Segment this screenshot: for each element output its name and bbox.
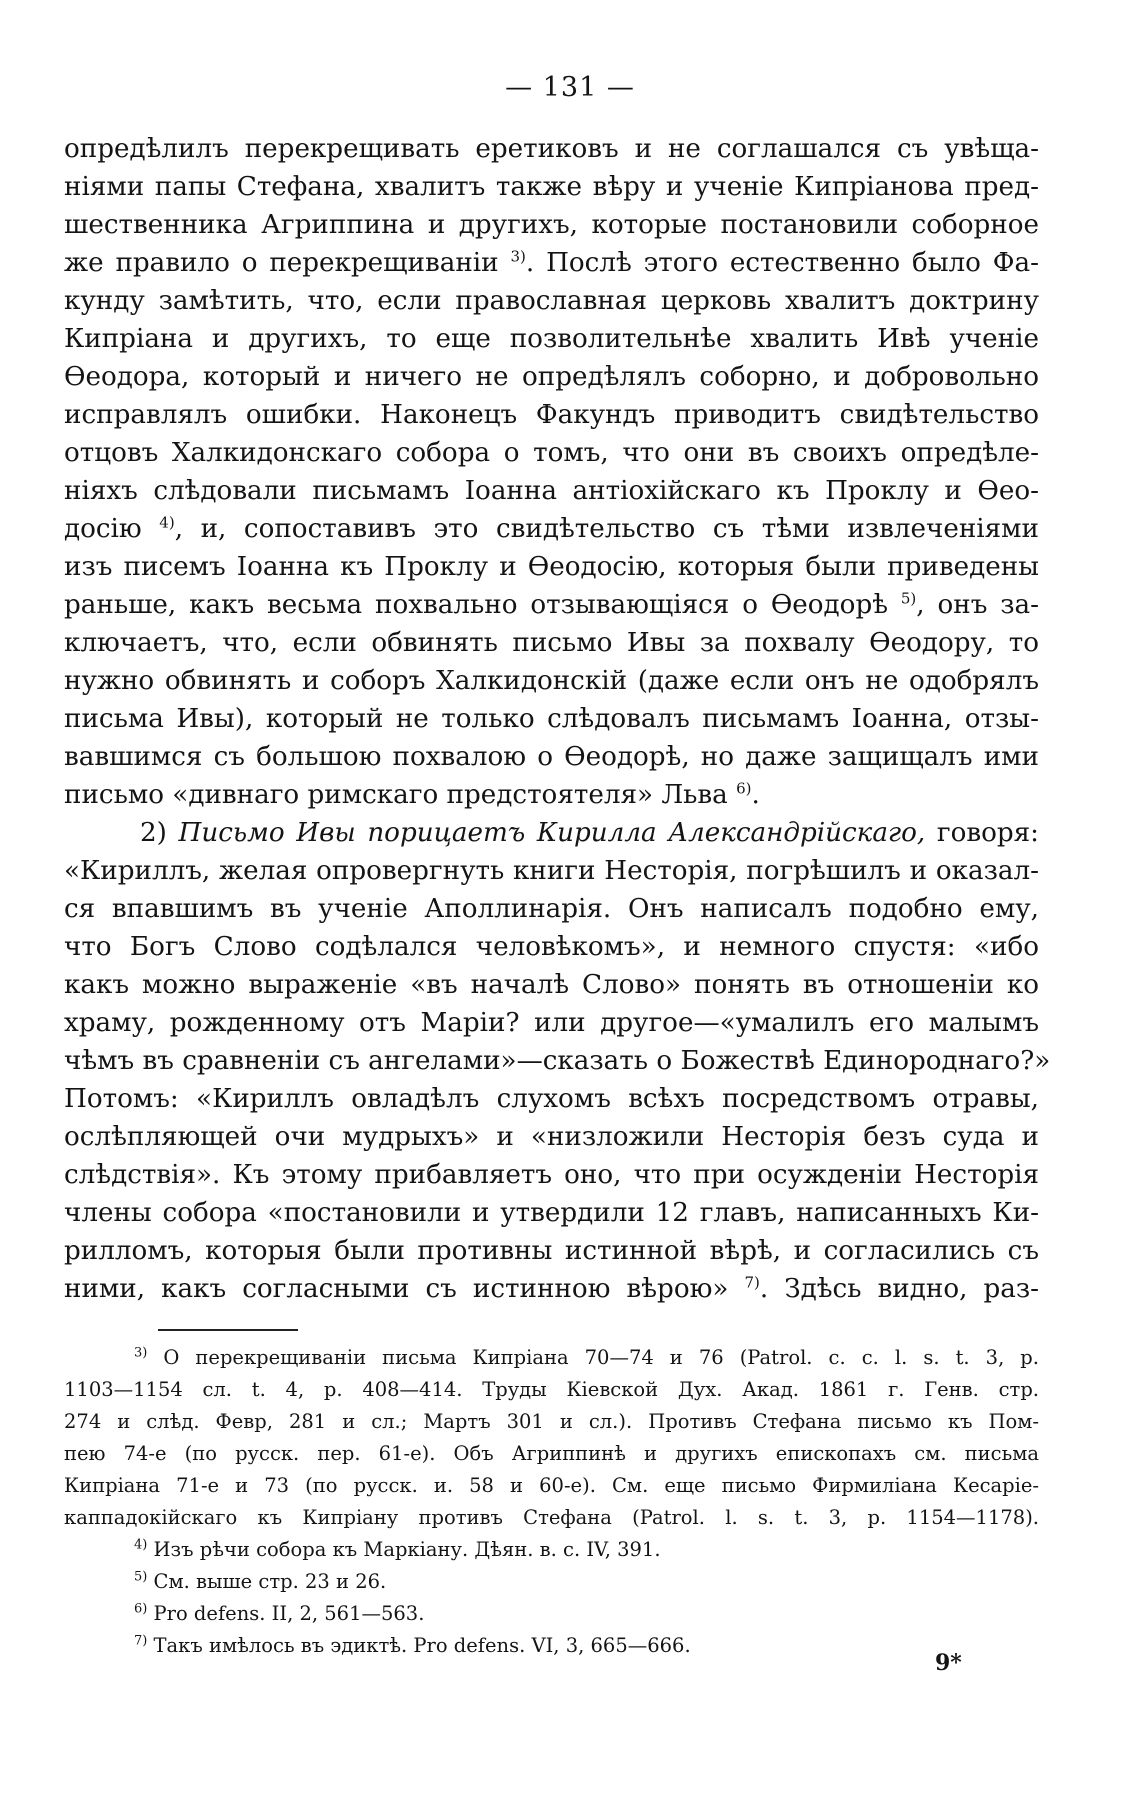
paragraph-number: 2) [140, 818, 167, 848]
footnotes [64, 1342, 1039, 1662]
footnote-line [64, 1630, 1039, 1662]
text-fragment: См. выше стр. 23 и 26. [147, 1570, 387, 1593]
text-fragment: , и, сопоставивъ это свидѣтельство съ тѣми извлеченіями [174, 514, 1039, 544]
text-fragment: Такъ имѣлось въ эдиктѣ. Pro defens. VI, 3, 665—666. [147, 1634, 691, 1657]
footnote-number: 5) [134, 1569, 148, 1585]
text-line [64, 510, 1039, 548]
footnote-ref: 4) [159, 513, 175, 532]
text-fragment: , онъ за- [916, 590, 1039, 620]
footnote-line: 274 и слѣд. Февр, 281 и сл.; Мартъ 301 и сл.). Противъ Стефана письмо къ Пом- [64, 1410, 1039, 1433]
footnote-ref: 3) [510, 247, 526, 266]
text-line: «Кириллъ, желая опровергнуть книги Несторія, погрѣшилъ и оказал- [64, 856, 1039, 886]
text-fragment: Изъ рѣчи собора къ Маркіану. Дѣян. в. с. IV, 391. [147, 1538, 661, 1561]
footnote-number: 3) [134, 1345, 148, 1361]
footnote-line: каппадокійскаго къ Кипріану противъ Стефана (Patrol. l. s. t. 3, p. 1154—1178). [64, 1506, 1039, 1529]
text-line: слѣдствія». Къ этому прибавляетъ оно, что при осужденіи Несторія [64, 1160, 1039, 1190]
text-line: ослѣпляющей очи мудрыхъ» и «низложили Несторія безъ суда и [64, 1122, 1039, 1152]
text-fragment: письмо «дивнаго римскаго предстоятеля» Льва [64, 780, 728, 810]
text-line: исправлялъ ошибки. Наконецъ Факундъ приводитъ свидѣтельство [64, 400, 1039, 430]
text-line: ніями папы Стефана, хвалитъ также вѣру и ученіе Кипріанова пред- [64, 172, 1039, 202]
footnote-line: Кипріана 71-е и 73 (по русск. и. 58 и 60-е). См. еще письмо Фирмиліана Кесаріе- [64, 1474, 1039, 1497]
text-line: рилломъ, которыя были противны истинной вѣрѣ, и согласились съ [64, 1236, 1039, 1266]
text-line: ніяхъ слѣдовали письмамъ Іоанна антіохійскаго къ Проклу и Ѳео- [64, 476, 1039, 506]
text-line [64, 814, 1039, 852]
footnote-ref: 7) [744, 1273, 760, 1292]
text-line: шественника Агриппина и другихъ, которые постановили соборное [64, 210, 1039, 240]
text-fragment: О перекрещиваніи письма Кипріана 70—74 и 76 (Patrol. c. c. l. s. t. 3, p. [147, 1346, 1039, 1369]
footnote-line [64, 1534, 1039, 1566]
footnote-divider [158, 1329, 298, 1331]
text-line: ся впавшимъ въ ученіе Аполлинарія. Онъ написалъ подобно ему, [64, 894, 1039, 924]
printer-signature: 9* [935, 1650, 962, 1676]
text-line: письма Ивы), который не только слѣдовалъ письмамъ Іоанна, отзы- [64, 704, 1039, 734]
footnote-line [64, 1566, 1039, 1598]
footnote-number: 6) [134, 1601, 148, 1617]
text-line: Кипріана и другихъ, то еще позволительнѣе хвалить Ивѣ ученіе [64, 324, 1039, 354]
text-line: изъ писемъ Іоанна къ Проклу и Ѳеодосію, которыя были приведены [64, 552, 1039, 582]
text-fragment: досію [64, 514, 142, 544]
text-line: чѣмъ въ сравненіи съ ангелами»—сказать о Божествѣ Единороднаго?» [64, 1046, 1051, 1076]
text-line: кунду замѣтить, что, если православная церковь хвалитъ доктрину [64, 286, 1039, 316]
text-line [64, 1270, 1039, 1308]
text-line: что Богъ Слово содѣлался человѣкомъ», и немного спустя: «ибо [64, 932, 1039, 962]
footnote-number: 7) [134, 1633, 148, 1649]
text-fragment: . [751, 780, 760, 810]
italic-heading: Письмо Ивы порицаетъ Кирилла Александрійскаго, [178, 818, 926, 848]
text-fragment: . Здѣсь видно, раз- [759, 1274, 1040, 1304]
footnote-ref: 6) [736, 779, 752, 798]
text-line: Ѳеодора, который и ничего не опредѣлялъ соборно, и добровольно [64, 362, 1039, 392]
text-line: опредѣлилъ перекрещивать еретиковъ и не соглашался съ увѣща- [64, 134, 1039, 164]
text-line [64, 244, 1039, 282]
text-fragment: ними, какъ согласными съ истинною вѣрою» [64, 1274, 729, 1304]
page-number-header: — 131 — [505, 72, 635, 103]
text-fragment: Pro defens. II, 2, 561—563. [147, 1602, 425, 1625]
footnote-line: 1103—1154 сл. t. 4, p. 408—414. Труды Кіевской Дух. Акад. 1861 г. Генв. стр. [64, 1378, 1039, 1401]
text-line: Потомъ: «Кириллъ овладѣлъ слухомъ всѣхъ посредствомъ отравы, [64, 1084, 1039, 1114]
footnote-line [64, 1342, 1039, 1374]
text-line: вавшимся съ большою похвалою о Ѳеодорѣ, но даже защищалъ ими [64, 742, 1039, 772]
text-line: отцовъ Халкидонскаго собора о томъ, что они въ своихъ опредѣле- [64, 438, 1039, 468]
footnote-line: пею 74-е (по русск. пер. 61-е). Объ Агриппинѣ и другихъ епископахъ см. письма [64, 1442, 1039, 1465]
text-line [64, 586, 1039, 624]
text-fragment: . Послѣ этого естественно было Фа- [525, 248, 1039, 278]
text-fragment: раньше, какъ весьма похвально отзывающіяся о Ѳеодорѣ [64, 590, 889, 620]
text-line: нужно обвинять и соборъ Халкидонскій (даже если онъ не одобрялъ [64, 666, 1039, 696]
text-fragment: же правило о перекрещиваніи [64, 248, 499, 278]
text-fragment: говоря: [925, 818, 1040, 848]
text-line: какъ можно выраженіе «въ началѣ Слово» понять въ отношеніи ко [64, 970, 1039, 1000]
footnote-number: 4) [134, 1537, 148, 1553]
text-line [64, 776, 1039, 814]
text-line: члены собора «постановили и утвердили 12 главъ, написанныхъ Ки- [64, 1198, 1039, 1228]
text-line: ключаетъ, что, если обвинять письмо Ивы за похвалу Ѳеодору, то [64, 628, 1039, 658]
main-text [64, 130, 1051, 1308]
footnote-line [64, 1598, 1039, 1630]
footnote-ref: 5) [900, 589, 917, 608]
text-line: храму, рожденному отъ Маріи? или другое—«умалилъ его малымъ [64, 1008, 1039, 1038]
